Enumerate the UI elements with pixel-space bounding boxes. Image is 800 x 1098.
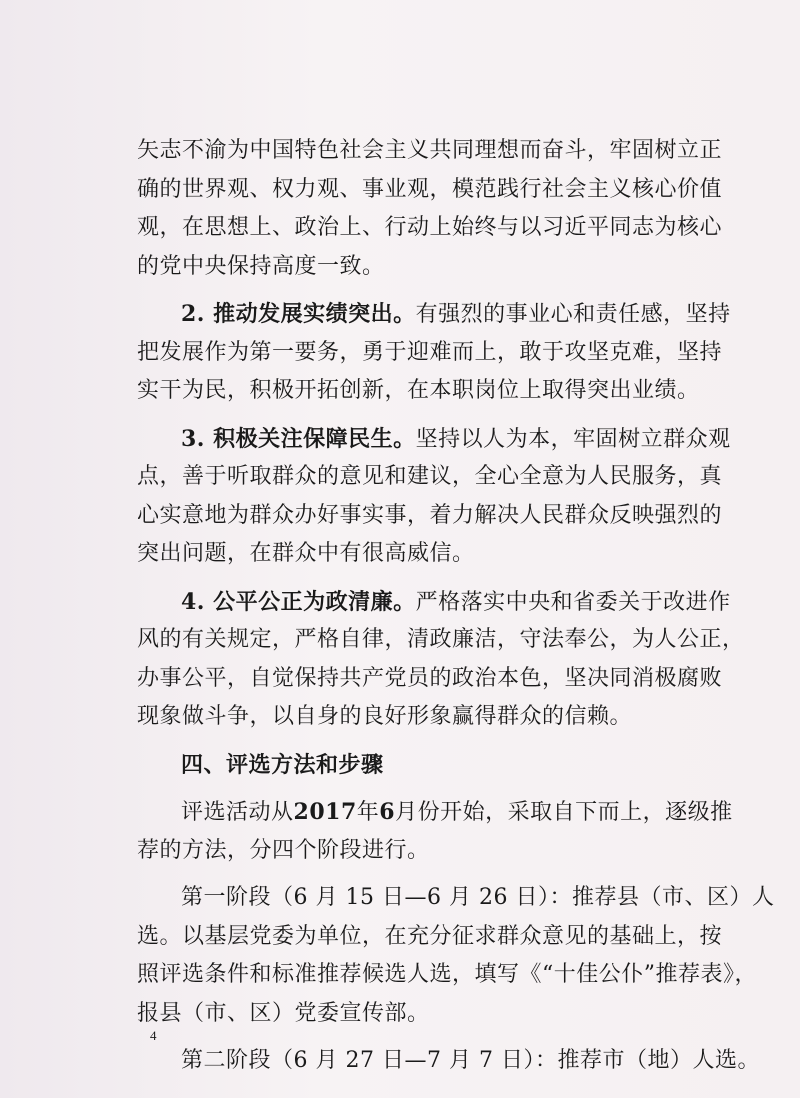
paragraph-lead: 2. 推动发展实绩突出。 [181,301,416,327]
heading-text: 四、评选方法和步骤 [181,751,384,778]
paragraph-6 [137,879,775,1033]
text-line: 报县（市、区）党委宣传部。 [137,1000,430,1026]
paragraph-lead: 3. 积极关注保障民生。 [181,425,416,452]
text-fragment: 月份开始，采取自下而上，逐级推 [395,800,733,825]
text-line: 荐的方法，分四个阶段进行。 [137,837,430,863]
year-value: 2017 [293,799,357,825]
paragraph-7 [137,1042,760,1081]
text-line: 的党中央保持高度一致。 [137,253,385,279]
text-line: 第一阶段（6 月 15 日—6 月 26 日）：推荐县（市、区）人 [181,885,775,910]
paragraph-text: 有强烈的事业心和责任感，坚持 [415,302,731,327]
text-line: 矢志不渝为中国特色社会主义共同理想而奋斗，牢固树立正 [137,138,723,163]
text-line: 心实意地为群众办好事实事，着力解决人民群众反映强烈的 [137,502,723,528]
text-line: 办事公平，自觉保持共产党员的政治本色，坚决同消极腐败 [137,665,723,691]
paragraph-lead: 4. 公平公正为政清廉。 [181,588,416,615]
text-fragment: 评选活动从 [181,800,294,825]
text-line [137,295,731,334]
text-line: 风的有关规定，严格自律，清政廉洁，守法奉公，为人公正， [137,627,745,652]
text-line: 把发展作为第一要务，勇于迎难而上，敢于攻坚克难，坚持 [137,339,723,365]
text-line: 突出问题，在群众中有很高威信。 [137,541,475,566]
text-line [137,583,731,622]
paragraph-3 [137,420,731,574]
text-line: 现象做斗争，以自身的良好形象赢得群众的信赖。 [137,704,633,729]
text-line: 实干为民，积极开拓创新，在本职岗位上取得突出业绩。 [137,378,700,403]
text-line [137,420,731,459]
text-line: 观，在思想上、政治上、行动上始终与以习近平同志为核心 [137,215,723,240]
text-line: 第二阶段（6 月 27 日—7 月 7 日）：推荐市（地）人选。 [181,1048,760,1073]
paragraph-5 [137,793,733,870]
text-line: 照评选条件和标准推荐候选人选，填写《“十佳公仆”推荐表》， [137,962,757,987]
page-number: 4 [150,1028,157,1043]
document-body [137,132,775,1081]
paragraph-4 [137,583,745,737]
paragraph-text: 严格落实中央和省委关于改进作 [415,589,731,615]
paragraph-2 [137,295,731,411]
paragraph-1 [137,132,723,286]
section-heading [137,746,712,785]
paragraph-text: 坚持以人为本，牢固树立群众观 [415,426,731,452]
text-line [137,793,733,832]
text-line: 选。以基层党委为单位，在充分征求群众意见的基础上，按 [137,923,723,949]
text-fragment: 年 [356,800,380,825]
month-value: 6 [379,799,396,825]
text-line: 点，善于听取群众的意见和建议，全心全意为人民服务，真 [137,464,723,489]
text-line: 确的世界观、权力观、事业观，模范践行社会主义核心价值 [137,176,723,202]
